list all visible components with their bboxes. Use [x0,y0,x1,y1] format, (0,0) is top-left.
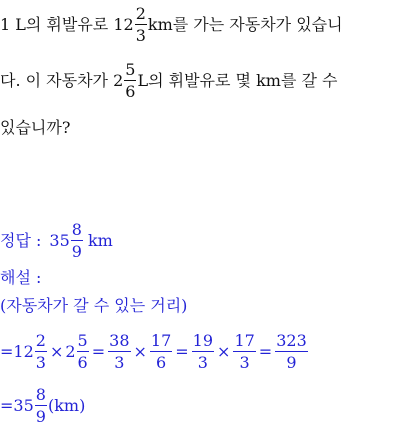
equation-line-2: = 35 $\frac{8}{9}$ (km) [0,385,86,426]
fraction-five-sixths: $\frac{5}{6}$ [125,60,136,101]
question-line-1-suffix: km를 가는 자동차가 있습니 [147,14,343,34]
question-line-1 [0,4,343,45]
fraction-a: $\frac{2}{3}$ [35,331,46,372]
fraction-e: $\frac{19}{3}$ [192,331,214,372]
question-line-3: 있습니까? [0,118,71,137]
fraction-g: $\frac{323}{9}$ [276,331,307,372]
answer-whole: 35 [49,230,70,250]
equation-line-1: = 12 $\frac{2}{3}$ × 2 $\frac{5}{6}$ = $\frac{38}{3}$ × $\frac{17}{6}$ = $\frac{19}{3}$ × $\frac{17}{3}$ = $\frac{323}{9}$ [0,331,307,372]
fraction-f: $\frac{17}{3}$ [234,331,255,372]
question-line-2 [0,60,337,101]
fraction-result: $\frac{8}{9}$ [35,385,46,426]
answer-unit: km [87,230,113,250]
answer-fraction: $\frac{8}{9}$ [71,220,82,261]
question-line-1-prefix: 1 L의 휘발유로 12 [0,14,134,34]
answer-label: 정답 : [0,230,42,250]
question-line-2-suffix: L의 휘발유로 몇 km를 갈 수 [137,70,338,90]
question-line-2-prefix: 다. 이 자동차가 2 [0,70,124,90]
fraction-d: $\frac{17}{6}$ [150,331,172,372]
explanation-label: 해설 : [0,268,42,287]
fraction-b: $\frac{5}{6}$ [77,331,88,372]
fraction-c: $\frac{38}{3}$ [109,331,130,372]
answer-line [0,220,113,261]
fraction-two-thirds: $\frac{2}{3}$ [135,4,146,45]
explanation-label-line [0,270,41,286]
explanation-note-line [0,298,187,314]
explanation-note: (자동차가 갈 수 있는 거리) [0,296,188,315]
